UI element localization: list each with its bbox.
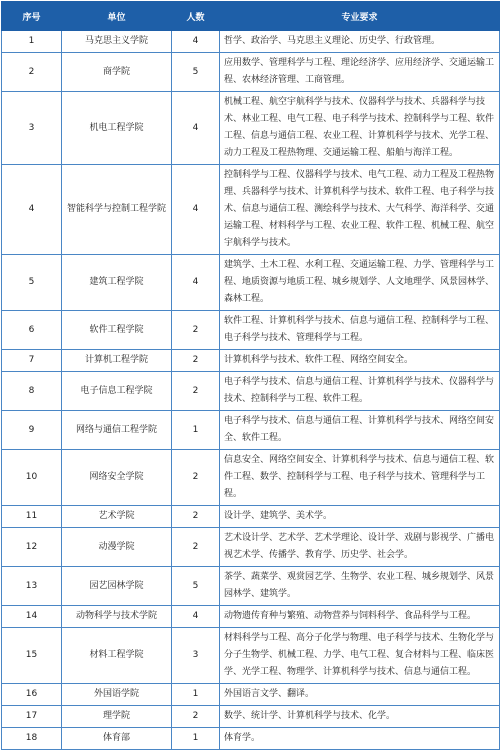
table-row	[2, 628, 500, 684]
cell-unit: 材料工程学院	[62, 628, 172, 684]
table-row	[2, 684, 500, 706]
cell-majors: 控制科学与工程、仪器科学与技术、电气工程、动力工程及工程热物理、兵器科学与技术、计算机科学与技术、软件工程、电子科学与技术、信息与通信工程、测绘科学与技术、大气科学、海洋科学、交通运输工程、材料科学与工程、农业工程、软件工程、机械工程、航空宇航科学与技术。	[220, 165, 500, 255]
cell-no: 4	[2, 165, 62, 255]
cell-no: 15	[2, 628, 62, 684]
header-majors: 专业要求	[220, 2, 500, 31]
table-row	[2, 92, 500, 165]
cell-majors: 动物遗传育种与繁殖、动物营养与饲料科学、食品科学与工程。	[220, 606, 500, 628]
cell-majors: 数学、统计学、计算机科学与技术、化学。	[220, 706, 500, 728]
cell-majors: 信息安全、网络空间安全、计算机科学与技术、信息与通信工程、软件工程、数学、控制科学与工程、电子科学与技术、管理科学与工程。	[220, 450, 500, 506]
table-row	[2, 606, 500, 628]
cell-majors: 材料科学与工程、高分子化学与物理、电子科学与技术、生物化学与分子生物学、机械工程、力学、电气工程、复合材料与工程、临床医学、光学工程、物理学、计算机科学与技术、信息与通信工程。	[220, 628, 500, 684]
header-count: 人数	[172, 2, 220, 31]
table-row	[2, 255, 500, 311]
cell-majors: 电子科学与技术、信息与通信工程、计算机科学与技术、网络空间安全、软件工程。	[220, 411, 500, 450]
cell-count: 4	[172, 92, 220, 165]
cell-majors: 软件工程、计算机科学与技术、信息与通信工程、控制科学与工程、电子科学与技术、管理科学与工程。	[220, 311, 500, 350]
cell-count: 2	[172, 706, 220, 728]
cell-count: 4	[172, 606, 220, 628]
cell-unit: 商学院	[62, 53, 172, 92]
cell-count: 2	[172, 350, 220, 372]
cell-count: 4	[172, 165, 220, 255]
cell-no: 12	[2, 528, 62, 567]
table-row	[2, 450, 500, 506]
table-row	[2, 53, 500, 92]
table-row	[2, 372, 500, 411]
cell-majors: 机械工程、航空宇航科学与技术、仪器科学与技术、兵器科学与技术、林业工程、电气工程、电子科学与技术、控制科学与工程、软件工程、信息与通信工程、农业工程、计算机科学与技术、光学工程、动力工程及工程热物理、交通运输工程、船舶与海洋工程。	[220, 92, 500, 165]
cell-count: 2	[172, 528, 220, 567]
table-row	[2, 528, 500, 567]
cell-majors: 计算机科学与技术、软件工程、网络空间安全。	[220, 350, 500, 372]
cell-unit: 体育部	[62, 728, 172, 750]
cell-unit: 动物科学与技术学院	[62, 606, 172, 628]
cell-no: 3	[2, 92, 62, 165]
cell-count: 1	[172, 684, 220, 706]
cell-no: 14	[2, 606, 62, 628]
cell-unit: 软件工程学院	[62, 311, 172, 350]
cell-unit: 网络与通信工程学院	[62, 411, 172, 450]
cell-unit: 机电工程学院	[62, 92, 172, 165]
table-row	[2, 165, 500, 255]
cell-majors: 哲学、政治学、马克思主义理论、历史学、行政管理。	[220, 31, 500, 53]
cell-majors: 建筑学、土木工程、水利工程、交通运输工程、力学、管理科学与工程、地质资源与地质工程、城乡规划学、人文地理学、风景园林学、森林工程。	[220, 255, 500, 311]
cell-unit: 理学院	[62, 706, 172, 728]
cell-no: 13	[2, 567, 62, 606]
cell-majors: 外国语言文学、翻译。	[220, 684, 500, 706]
table-row	[2, 706, 500, 728]
cell-no: 7	[2, 350, 62, 372]
header-no: 序号	[2, 2, 62, 31]
cell-unit: 艺术学院	[62, 506, 172, 528]
table-row	[2, 506, 500, 528]
cell-majors: 设计学、建筑学、美术学。	[220, 506, 500, 528]
cell-no: 10	[2, 450, 62, 506]
table-row	[2, 411, 500, 450]
cell-count: 3	[172, 628, 220, 684]
cell-majors: 茶学、蔬菜学、观赏园艺学、生物学、农业工程、城乡规划学、风景园林学、建筑学。	[220, 567, 500, 606]
cell-majors: 电子科学与技术、信息与通信工程、计算机科学与技术、仪器科学与技术、控制科学与工程、软件工程。	[220, 372, 500, 411]
cell-unit: 计算机工程学院	[62, 350, 172, 372]
table-row	[2, 350, 500, 372]
cell-majors: 应用数学、管理科学与工程、理论经济学、应用经济学、交通运输工程、农林经济管理、工商管理。	[220, 53, 500, 92]
cell-unit: 马克思主义学院	[62, 31, 172, 53]
cell-majors: 艺术设计学、艺术学、艺术学理论、设计学、戏剧与影视学、广播电视艺术学、传播学、教育学、历史学、社会学。	[220, 528, 500, 567]
cell-count: 2	[172, 450, 220, 506]
cell-no: 16	[2, 684, 62, 706]
cell-no: 5	[2, 255, 62, 311]
cell-no: 8	[2, 372, 62, 411]
cell-unit: 电子信息工程学院	[62, 372, 172, 411]
table-row	[2, 31, 500, 53]
cell-count: 2	[172, 311, 220, 350]
cell-no: 18	[2, 728, 62, 750]
cell-count: 5	[172, 567, 220, 606]
cell-no: 6	[2, 311, 62, 350]
cell-count: 1	[172, 728, 220, 750]
cell-count: 2	[172, 372, 220, 411]
cell-count: 2	[172, 506, 220, 528]
cell-count: 5	[172, 53, 220, 92]
cell-unit: 园艺园林学院	[62, 567, 172, 606]
cell-no: 17	[2, 706, 62, 728]
cell-count: 4	[172, 31, 220, 53]
recruitment-table	[1, 1, 500, 750]
cell-unit: 动漫学院	[62, 528, 172, 567]
table-row	[2, 728, 500, 750]
cell-unit: 网络安全学院	[62, 450, 172, 506]
table-header-row	[2, 2, 500, 31]
table-row	[2, 567, 500, 606]
cell-majors: 体育学。	[220, 728, 500, 750]
cell-unit: 智能科学与控制工程学院	[62, 165, 172, 255]
cell-count: 4	[172, 255, 220, 311]
cell-no: 11	[2, 506, 62, 528]
cell-unit: 建筑工程学院	[62, 255, 172, 311]
table-row	[2, 311, 500, 350]
cell-no: 1	[2, 31, 62, 53]
header-unit: 单位	[62, 2, 172, 31]
cell-no: 2	[2, 53, 62, 92]
cell-unit: 外国语学院	[62, 684, 172, 706]
cell-count: 1	[172, 411, 220, 450]
cell-no: 9	[2, 411, 62, 450]
